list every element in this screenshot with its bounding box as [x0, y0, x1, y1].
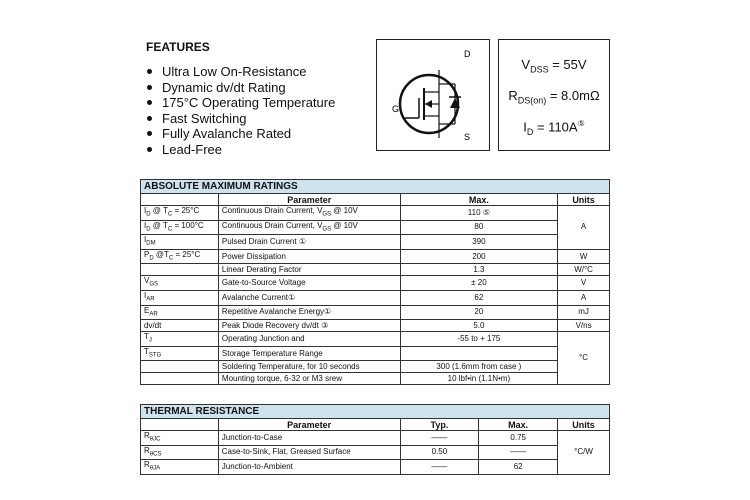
max-cell: 300 (1.6mm from case ) [400, 361, 558, 373]
max-cell: 200 [400, 249, 558, 264]
drain-label: D [464, 49, 471, 59]
parameter-cell: Avalanche Current① [218, 290, 400, 305]
feature-item: Dynamic dv/dt Rating [146, 80, 335, 96]
table-row [141, 431, 610, 446]
symbol-cell: $P_D$ $@T_C = 25^\circ C$ [141, 249, 219, 264]
symbol-cell: $R_{\theta JC}$ [141, 431, 219, 446]
symbol-cell: $R_{\theta CS}$ [141, 445, 219, 460]
feature-item: Lead-Free [146, 142, 335, 158]
parameter-cell: Junction-to-Ambient [218, 460, 400, 475]
symbol-cell: $E_{AR}$ [141, 305, 219, 320]
parameter-cell: Storage Temperature Range [218, 346, 400, 361]
column-header: Parameter [218, 194, 400, 206]
table-row [141, 220, 610, 235]
feature-item: Fully Avalanche Rated [146, 126, 335, 142]
table-row [141, 206, 610, 221]
max-cell: -55 to + 175 [400, 332, 558, 347]
parameter-cell: Case-to-Sink, Flat, Greased Surface [218, 445, 400, 460]
table-row [141, 332, 610, 347]
table-row [141, 276, 610, 291]
table-row [141, 290, 610, 305]
units-cell: A [558, 290, 610, 305]
typ-cell: 0.50 [400, 445, 479, 460]
symbol-cell: $I_{AR}$ [141, 290, 219, 305]
parameter-cell: Power Dissipation [218, 249, 400, 264]
max-cell: ± 20 [400, 276, 558, 291]
gate-label: G [392, 104, 400, 114]
max-cell: —— [479, 445, 558, 460]
units-cell: V/ns [558, 320, 610, 332]
absolute-maximum-ratings-table [140, 179, 610, 385]
typ-cell: —— [400, 460, 479, 475]
table-row [141, 305, 610, 320]
source-label: S [464, 132, 471, 142]
column-header: Units [558, 419, 610, 431]
max-cell: 110 ⑤ [400, 206, 558, 221]
symbol-cell: $T_{STG}$ [141, 346, 219, 361]
table-title: ABSOLUTE MAXIMUM RATINGS [141, 180, 610, 194]
table-row [141, 346, 610, 361]
typ-cell: —— [400, 431, 479, 446]
parameter-cell: Operating Junction and [218, 332, 400, 347]
max-cell: 62 [400, 290, 558, 305]
symbol-cell: $V_{GS}$ [141, 276, 219, 291]
table-title: THERMAL RESISTANCE [141, 405, 610, 419]
symbol-cell: $I_{DM}$ [141, 235, 219, 250]
max-cell: 20 [400, 305, 558, 320]
units-cell: W [558, 249, 610, 264]
column-header: Max. [479, 419, 558, 431]
spec-vdss: $V_{DSS} = 55V$ [521, 57, 587, 75]
units-cell: mJ [558, 305, 610, 320]
units-cell: W/°C [558, 264, 610, 276]
column-header: Max. [400, 194, 558, 206]
features-list [146, 64, 335, 157]
features-title: FEATURES [146, 40, 210, 54]
parameter-cell: Repetitive Avalanche Energy① [218, 305, 400, 320]
table-row [141, 373, 610, 385]
symbol-cell: dv/dt [141, 320, 219, 332]
column-header: Typ. [400, 419, 479, 431]
max-cell: 5.0 [400, 320, 558, 332]
mosfet-symbol-box [376, 39, 490, 151]
column-header: Parameter [218, 419, 400, 431]
max-cell: 80 [400, 220, 558, 235]
units-cell: °C [558, 332, 610, 385]
spec-rds-on: $R_{DS(on)} = 8.0m\Omega$ [508, 88, 600, 106]
mosfet-symbol-icon [377, 40, 489, 150]
table-row [141, 460, 610, 475]
units-cell: A [558, 206, 610, 250]
column-header: Units [558, 194, 610, 206]
table-row [141, 445, 610, 460]
feature-item: 175°C Operating Temperature [146, 95, 335, 111]
parameter-cell: Continuous Drain Current, $V_{GS}$ @ 10V [218, 220, 400, 235]
symbol-cell: $R_{\theta JA}$ [141, 460, 219, 475]
max-cell: 390 [400, 235, 558, 250]
max-cell: 0.75 [479, 431, 558, 446]
parameter-cell: Continuous Drain Current, $V_{GS}$ @ 10V [218, 206, 400, 221]
feature-item: Fast Switching [146, 111, 335, 127]
units-cell: °C/W [558, 431, 610, 475]
table-row [141, 361, 610, 373]
parameter-cell: Junction-to-Case [218, 431, 400, 446]
thermal-resistance-table [140, 404, 610, 475]
symbol-cell: $I_D$ @ $T_C = 100^\circ C$ [141, 220, 219, 235]
table-row [141, 264, 610, 276]
parameter-cell: Pulsed Drain Current ① [218, 235, 400, 250]
table-row [141, 320, 610, 332]
key-specs-box [498, 39, 610, 151]
feature-item: Ultra Low On-Resistance [146, 64, 335, 80]
table-row [141, 249, 610, 264]
symbol-cell: $T_J$ [141, 332, 219, 347]
parameter-cell: Linear Derating Factor [218, 264, 400, 276]
max-cell: 10 lbf•in (1.1N•m) [400, 373, 558, 385]
parameter-cell: Mounting torque, 6-32 or M3 srew [218, 373, 400, 385]
parameter-cell: Gate-to-Source Voltage [218, 276, 400, 291]
symbol-cell: $I_D$ @ $T_C = 25^\circ C$ [141, 206, 219, 221]
max-cell [400, 346, 558, 361]
spec-id: $I_D = 110A^⑤$ [523, 119, 585, 137]
table-row [141, 235, 610, 250]
max-cell: 1.3 [400, 264, 558, 276]
parameter-cell: Soldering Temperature, for 10 seconds [218, 361, 400, 373]
units-cell: V [558, 276, 610, 291]
parameter-cell: Peak Diode Recovery dv/dt ③ [218, 320, 400, 332]
max-cell: 62 [479, 460, 558, 475]
